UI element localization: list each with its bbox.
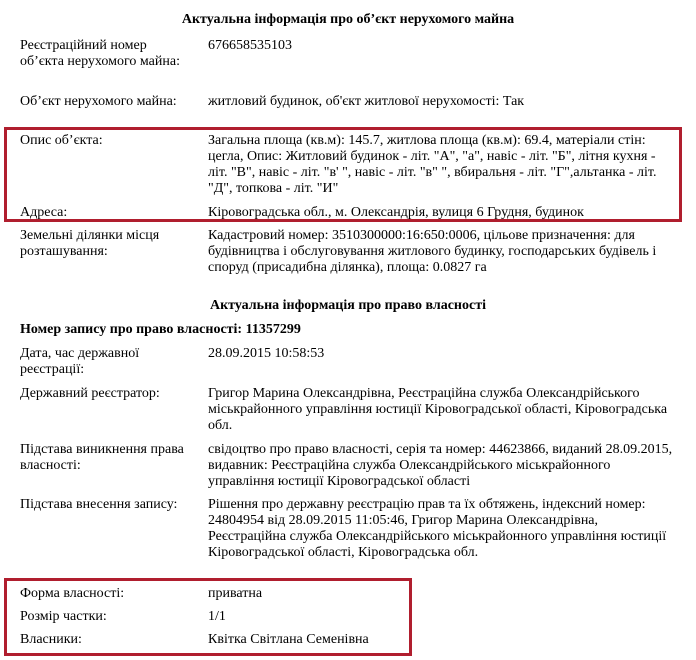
- section-title-property-object: Актуальна інформація про об’єкт нерухомого майна: [181, 12, 515, 27]
- section-title-ownership: Актуальна інформація про право власності: [210, 298, 486, 313]
- value-land-plots: Кадастровий номер: 3510300000:16:650:0006, цільове призначення: для будівництва і обслуговування житлового будинку, господарських будівель і споруд (присадибна ділянка), площа: 0.0827 га: [208, 228, 657, 275]
- label-entry-basis: Підстава внесення запису:: [20, 497, 178, 512]
- ownership-record-number: Номер запису про право власності: 11357299: [20, 322, 301, 337]
- highlight-frame-object: [4, 127, 682, 222]
- value-ownership-basis: свідоцтво про право власності, серія та номер: 44623866, виданий 28.09.2015, видавник: Реєстраційна служба Олександрійського міськрайонного управління юстиції Кіровоградської області: [208, 442, 673, 489]
- label-land-plots: Земельні ділянки місця розташування:: [20, 228, 160, 259]
- value-registration-number: 676658535103: [208, 38, 292, 53]
- value-share-size: 1/1: [208, 609, 226, 624]
- value-property-object: житловий будинок, об'єкт житлової нерухомості: Так: [208, 94, 525, 109]
- label-object-description: Опис об’єкта:: [20, 133, 103, 148]
- label-share-size: Розмір частки:: [20, 609, 107, 624]
- label-ownership-form: Форма власності:: [20, 586, 125, 601]
- value-owners: Квітка Світлана Семенівна: [208, 632, 369, 647]
- value-registration-date: 28.09.2015 10:58:53: [208, 346, 325, 361]
- label-state-registrar: Державний реєстратор:: [20, 386, 160, 401]
- value-object-description: Загальна площа (кв.м): 145.7, житлова площа (кв.м): 69.4, матеріали стін: цегла, Опис: Житловий будинок - літ. "А", "а", навіс - літ. "Б", літня кухня - літ. "В", навіс - літ. "в' ", навіс - літ. "в" ", вбиральня - літ. "Г",альтанка - літ. "Д", топкова - літ. "И": [208, 133, 657, 196]
- value-ownership-form: приватна: [208, 586, 263, 601]
- label-registration-date: Дата, час державної реєстрації:: [20, 346, 140, 377]
- label-owners: Власники:: [20, 632, 82, 647]
- highlight-frame-ownership: [4, 578, 412, 656]
- value-entry-basis: Рішення про державну реєстрацію прав та їх обтяжень, індексний номер: 24804954 від 28.09.2015 11:05:46, Григор Марина Олександрівна, Реєстраційна служба Олександрійського міськрайонного управління юстиції Кіровоградської області, Кіровоградська обл.: [208, 497, 667, 560]
- value-address: Кіровоградська обл., м. Олександрія, вулиця 6 Грудня, будинок: [208, 205, 584, 220]
- label-property-object: Об’єкт нерухомого майна:: [20, 94, 177, 109]
- value-state-registrar: Григор Марина Олександрівна, Реєстраційна служба Олександрійського міськрайонного управління юстиції Кіровоградської області, Кіровоградська обл.: [208, 386, 668, 433]
- label-registration-number: Реєстраційний номер об’єкта нерухомого майна:: [20, 38, 180, 69]
- label-ownership-basis: Підстава виникнення права власності:: [20, 442, 184, 473]
- label-address: Адреса:: [20, 205, 68, 220]
